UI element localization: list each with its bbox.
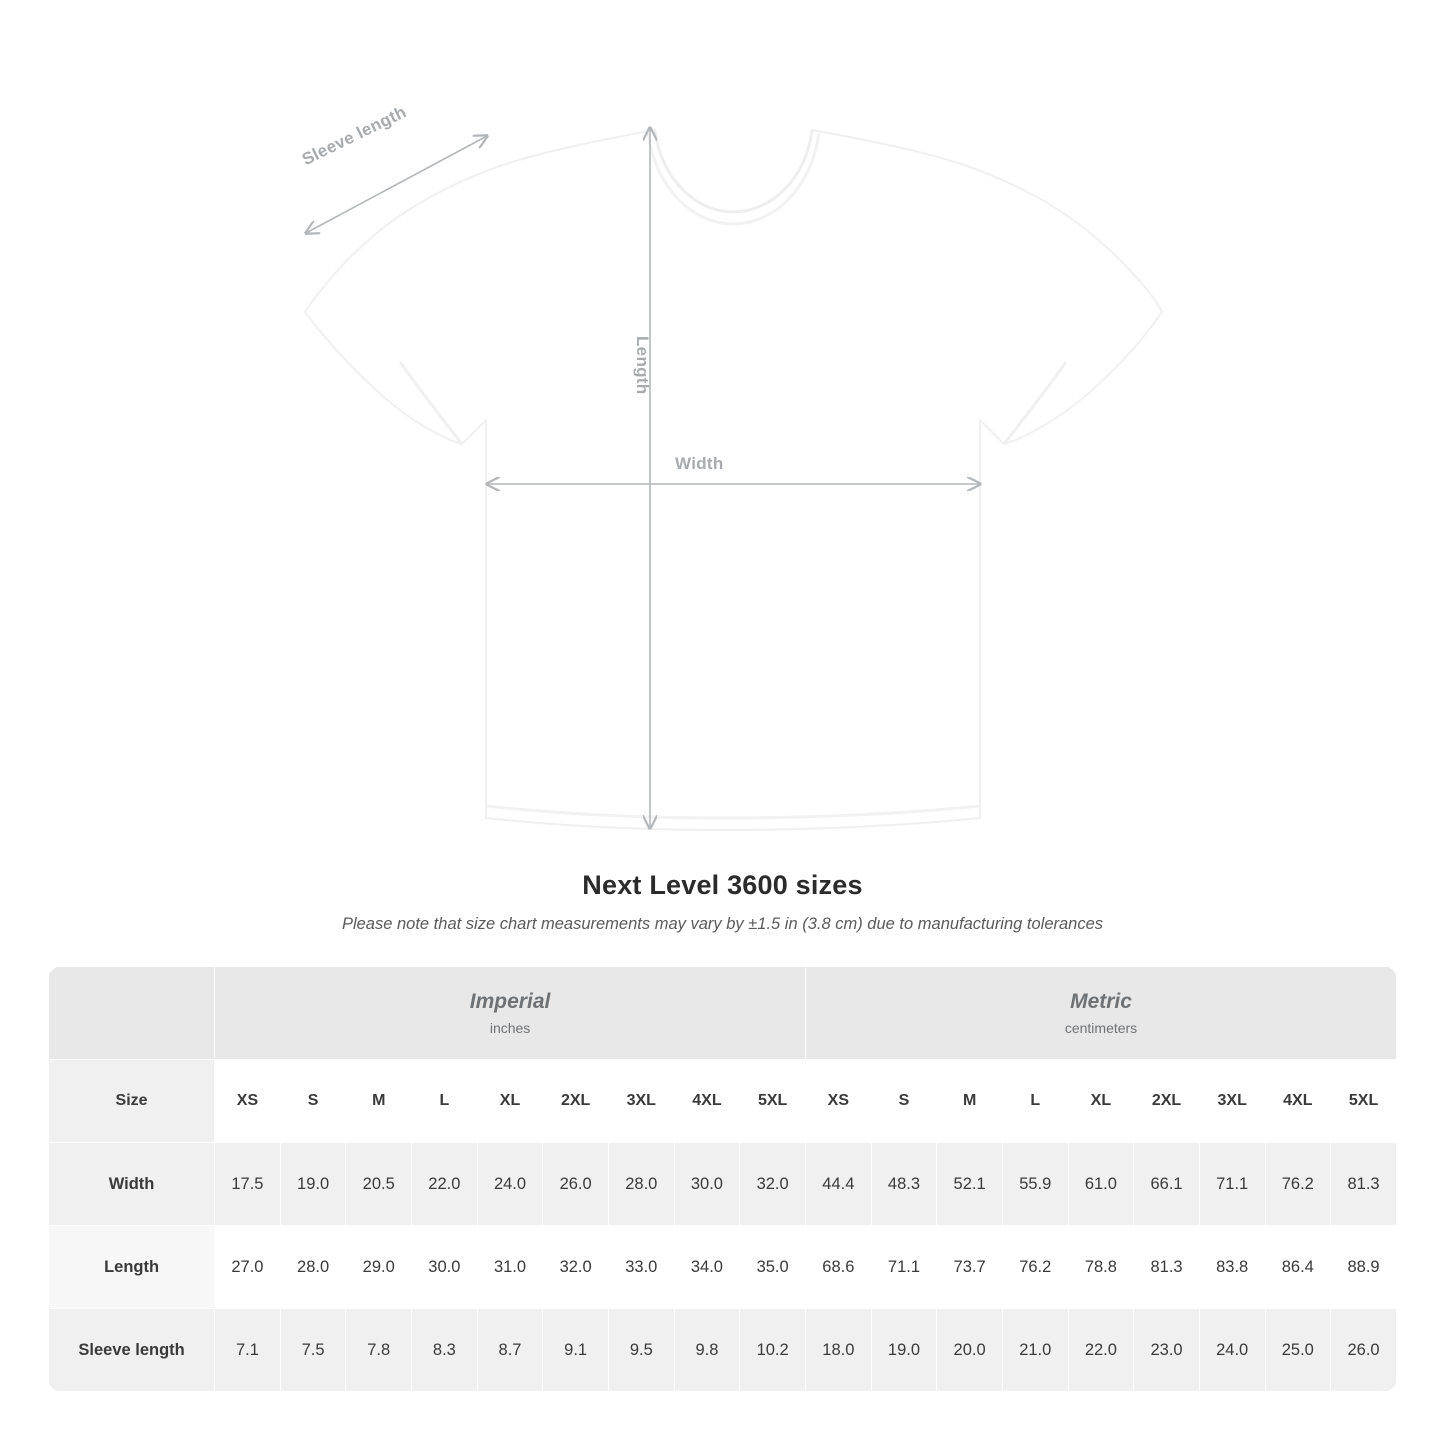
sleeve-4xl-imp: 9.8 bbox=[674, 1309, 740, 1392]
length-5xl-imp: 35.0 bbox=[740, 1226, 806, 1309]
length-xl-met: 78.8 bbox=[1068, 1226, 1134, 1309]
sleeve-m-imp: 7.8 bbox=[346, 1309, 412, 1392]
sleeve-xs-met: 18.0 bbox=[806, 1309, 872, 1392]
title-block bbox=[0, 870, 1445, 934]
size-col-l-imp: L bbox=[412, 1060, 478, 1143]
sleeve-m-met: 20.0 bbox=[937, 1309, 1003, 1392]
size-col-5xl-met: 5XL bbox=[1331, 1060, 1397, 1143]
size-table bbox=[48, 966, 1397, 1392]
length-s-met: 71.1 bbox=[871, 1226, 937, 1309]
width-xl-imp: 24.0 bbox=[477, 1143, 543, 1226]
size-col-xs-met: XS bbox=[806, 1060, 872, 1143]
sleeve-length-label: Sleeve length bbox=[299, 102, 410, 170]
size-col-xl-imp: XL bbox=[477, 1060, 543, 1143]
width-m-imp: 20.5 bbox=[346, 1143, 412, 1226]
page-title: Next Level 3600 sizes bbox=[582, 870, 863, 900]
sleeve-5xl-imp: 10.2 bbox=[740, 1309, 806, 1392]
length-s-imp: 28.0 bbox=[280, 1226, 346, 1309]
unit-header-spacer bbox=[49, 967, 215, 1060]
sleeve-3xl-imp: 9.5 bbox=[608, 1309, 674, 1392]
width-s-imp: 19.0 bbox=[280, 1143, 346, 1226]
width-2xl-imp: 26.0 bbox=[543, 1143, 609, 1226]
unit-metric-name: Metric bbox=[1070, 990, 1132, 1013]
sleeve-s-met: 19.0 bbox=[871, 1309, 937, 1392]
size-header-label: Size bbox=[49, 1060, 215, 1143]
width-3xl-imp: 28.0 bbox=[608, 1143, 674, 1226]
length-xl-imp: 31.0 bbox=[477, 1226, 543, 1309]
size-col-m-imp: M bbox=[346, 1060, 412, 1143]
size-col-m-met: M bbox=[937, 1060, 1003, 1143]
size-col-3xl-met: 3XL bbox=[1199, 1060, 1265, 1143]
width-xs-met: 44.4 bbox=[806, 1143, 872, 1226]
length-2xl-met: 81.3 bbox=[1134, 1226, 1200, 1309]
length-l-met: 76.2 bbox=[1002, 1226, 1068, 1309]
size-col-2xl-met: 2XL bbox=[1134, 1060, 1200, 1143]
length-3xl-imp: 33.0 bbox=[608, 1226, 674, 1309]
size-col-xl-met: XL bbox=[1068, 1060, 1134, 1143]
size-col-2xl-imp: 2XL bbox=[543, 1060, 609, 1143]
table-row-length bbox=[49, 1226, 1397, 1309]
sleeve-2xl-met: 23.0 bbox=[1134, 1309, 1200, 1392]
row-label-length: Length bbox=[49, 1226, 215, 1309]
width-l-met: 55.9 bbox=[1002, 1143, 1068, 1226]
size-col-4xl-imp: 4XL bbox=[674, 1060, 740, 1143]
size-col-s-imp: S bbox=[280, 1060, 346, 1143]
tolerance-note: Please note that size chart measurements may vary by ±1.5 in (3.8 cm) due to manufacturing tolerances bbox=[341, 915, 1104, 933]
sleeve-3xl-met: 24.0 bbox=[1199, 1309, 1265, 1392]
size-col-4xl-met: 4XL bbox=[1265, 1060, 1331, 1143]
width-3xl-met: 71.1 bbox=[1199, 1143, 1265, 1226]
sleeve-xs-imp: 7.1 bbox=[215, 1309, 281, 1392]
size-col-s-met: S bbox=[871, 1060, 937, 1143]
unit-metric-sub: centimeters bbox=[1064, 1020, 1138, 1036]
table-row-width bbox=[49, 1143, 1397, 1226]
unit-group-imperial bbox=[215, 967, 806, 1060]
sleeve-xl-imp: 8.7 bbox=[477, 1309, 543, 1392]
length-m-met: 73.7 bbox=[937, 1226, 1003, 1309]
length-m-imp: 29.0 bbox=[346, 1226, 412, 1309]
length-4xl-met: 86.4 bbox=[1265, 1226, 1331, 1309]
size-table-wrapper bbox=[48, 966, 1397, 1392]
sleeve-2xl-imp: 9.1 bbox=[543, 1309, 609, 1392]
sleeve-l-met: 21.0 bbox=[1002, 1309, 1068, 1392]
length-l-imp: 30.0 bbox=[412, 1226, 478, 1309]
width-xl-met: 61.0 bbox=[1068, 1143, 1134, 1226]
sleeve-s-imp: 7.5 bbox=[280, 1309, 346, 1392]
unit-group-metric bbox=[806, 967, 1397, 1060]
width-5xl-met: 81.3 bbox=[1331, 1143, 1397, 1226]
width-4xl-met: 76.2 bbox=[1265, 1143, 1331, 1226]
unit-imperial-name: Imperial bbox=[469, 990, 551, 1013]
unit-header-row bbox=[49, 967, 1397, 1060]
unit-imperial-sub: inches bbox=[489, 1020, 531, 1036]
sleeve-4xl-met: 25.0 bbox=[1265, 1309, 1331, 1392]
width-label: Width bbox=[675, 454, 724, 473]
size-header-row bbox=[49, 1060, 1397, 1143]
size-col-l-met: L bbox=[1002, 1060, 1068, 1143]
width-l-imp: 22.0 bbox=[412, 1143, 478, 1226]
width-4xl-imp: 30.0 bbox=[674, 1143, 740, 1226]
length-4xl-imp: 34.0 bbox=[674, 1226, 740, 1309]
width-m-met: 52.1 bbox=[937, 1143, 1003, 1226]
length-label: Length bbox=[633, 336, 652, 395]
width-2xl-met: 66.1 bbox=[1134, 1143, 1200, 1226]
length-2xl-imp: 32.0 bbox=[543, 1226, 609, 1309]
width-xs-imp: 17.5 bbox=[215, 1143, 281, 1226]
width-s-met: 48.3 bbox=[871, 1143, 937, 1226]
size-col-xs-imp: XS bbox=[215, 1060, 281, 1143]
sleeve-l-imp: 8.3 bbox=[412, 1309, 478, 1392]
length-3xl-met: 83.8 bbox=[1199, 1226, 1265, 1309]
length-xs-met: 68.6 bbox=[806, 1226, 872, 1309]
width-5xl-imp: 32.0 bbox=[740, 1143, 806, 1226]
length-5xl-met: 88.9 bbox=[1331, 1226, 1397, 1309]
length-xs-imp: 27.0 bbox=[215, 1226, 281, 1309]
row-label-width: Width bbox=[49, 1143, 215, 1226]
tshirt-shape bbox=[305, 130, 1162, 830]
size-col-5xl-imp: 5XL bbox=[740, 1060, 806, 1143]
table-row-sleeve-length bbox=[49, 1309, 1397, 1392]
size-col-3xl-imp: 3XL bbox=[608, 1060, 674, 1143]
sleeve-xl-met: 22.0 bbox=[1068, 1309, 1134, 1392]
sleeve-5xl-met: 26.0 bbox=[1331, 1309, 1397, 1392]
row-label-sleeve-length: Sleeve length bbox=[49, 1309, 215, 1392]
